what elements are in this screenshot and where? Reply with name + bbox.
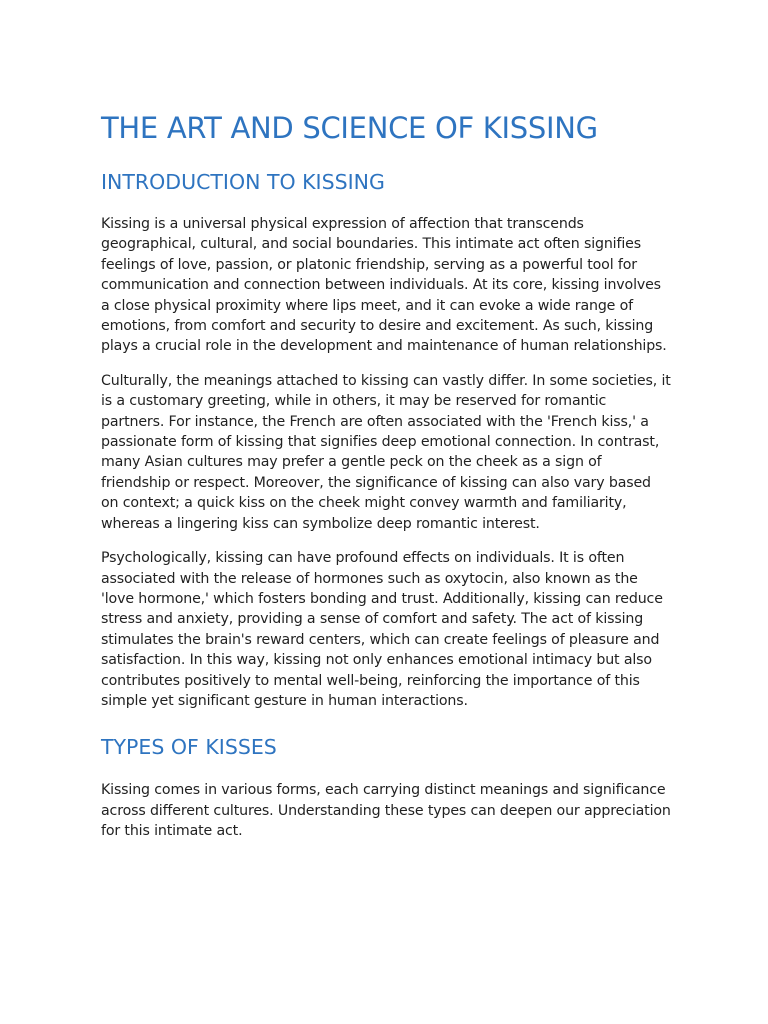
section-heading-types-of-kisses: TYPES OF KISSES [101, 735, 277, 760]
document-title: THE ART AND SCIENCE OF KISSING [101, 111, 598, 145]
intro-paragraph-2: Culturally, the meanings attached to kissing can vastly differ. In some societies, it is a customary greeting, while in others, it may be reserved for romantic partners. For instance, the French are often associated with the 'French kiss,' a passionate form of kissing that signifies deep emotional connection. In contrast, many Asian cultures may prefer a gentle peck on the cheek as a sign of friendship or respect. Moreover, the significance of kissing can also vary based on context; a quick kiss on the cheek might convey warmth and familiarity, whereas a lingering kiss can symbolize deep romantic interest. [101, 372, 671, 532]
section-heading-introduction: INTRODUCTION TO KISSING [101, 170, 385, 194]
intro-paragraph-3: Psychologically, kissing can have profound effects on individuals. It is often associated with the release of hormones such as oxytocin, also known as the 'love hormone,' which fosters bonding and trust. Additionally, kissing can reduce stress and anxiety, providing a sense of comfort and safety. The act of kissing stimulates the brain's reward centers, which can create feelings of pleasure and satisfaction. In this way, kissing not only enhances emotional intimacy but also contributes positively to mental well-being, reinforcing the importance of this simple yet significant gesture in human interactions. [101, 550, 663, 709]
types-paragraph-1: Kissing comes in various forms, each carrying distinct meanings and significance across different cultures. Understanding these types can deepen our appreciation for this intimate act. [101, 782, 671, 840]
intro-paragraph-1: Kissing is a universal physical expression of affection that transcends geographical, cultural, and social boundaries. This intimate act often signifies feelings of love, passion, or platonic friendship, serving as a powerful tool for communication and connection between individuals. At its core, kissing involves a close physical proximity where lips meet, and it can evoke a wide range of emotions, from comfort and security to desire and excitement. As such, kissing plays a crucial role in the development and maintenance of human relationships. [101, 216, 667, 355]
document-page [101, 108, 671, 842]
